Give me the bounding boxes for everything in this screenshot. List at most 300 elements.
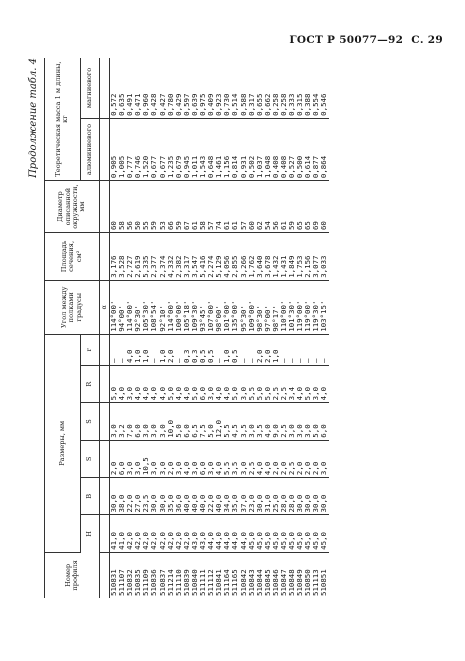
table-body (110, 58, 329, 598)
col-r-small-header: r (80, 334, 99, 365)
table-cell: 37,0 (238, 494, 248, 513)
table-cell: 0,945 (181, 155, 191, 179)
table-cell: 42,0 (133, 532, 143, 550)
table-cell: 30,0 (254, 494, 264, 513)
table-cell: 3,077 (311, 255, 321, 278)
table-cell: 2,0 (295, 461, 305, 476)
table-cell: 4,0 (214, 386, 224, 401)
table-cell: 0,333 (287, 93, 297, 116)
table-cell: 42,0 (181, 532, 191, 550)
table-cell: 59 (287, 221, 297, 231)
table-cell: 45,0 (287, 532, 297, 550)
table-cell: 57 (206, 221, 216, 231)
table-cell: 1,0 (141, 349, 151, 363)
table-cell: 2,0 (278, 461, 288, 476)
table-cell: 98°00' (214, 305, 224, 332)
table-cell: 510850 (303, 569, 313, 596)
table-cell: 25,0 (270, 494, 280, 513)
table-cell: 0,429 (173, 93, 183, 116)
table-cell: 30,0 (303, 494, 313, 513)
table-cell: 92°30' (133, 305, 143, 332)
table-cell: 23,5 (141, 494, 151, 513)
table-continuation-label: Продолжение табл. 4 (28, 58, 39, 178)
table-cell: 0,408 (270, 155, 280, 179)
table-cell: 1,762 (246, 255, 256, 278)
table-cell: 0,471 (133, 93, 143, 116)
table-cell: 0,572 (109, 93, 118, 116)
table-cell: 3,0 (149, 461, 159, 476)
table-cell: 511113 (311, 569, 321, 596)
table-cell: 59 (149, 221, 159, 231)
table-cell: 44,0 (214, 532, 224, 550)
table-cell: 3,5 (254, 424, 264, 438)
table-cell: 6,0 (198, 386, 208, 401)
table-cell: 2,855 (230, 255, 240, 278)
table-cell: 119°00' (303, 300, 313, 332)
table-cell: 4,0 (117, 386, 127, 401)
table-cell: 510842 (238, 569, 248, 596)
table-cell: 6,0 (181, 424, 191, 438)
table-cell: 510849 (295, 569, 305, 596)
table-cell: 0,427 (157, 93, 167, 116)
col-angle-header: Угол между полками градусы (45, 280, 100, 334)
table-cell: 4,0 (141, 386, 151, 401)
table-cell: 3,0 (141, 424, 151, 438)
table-cell: 2,619 (133, 255, 143, 278)
table-cell: 2,0 (165, 349, 175, 363)
table-cell: 35,0 (230, 494, 240, 513)
table-cell: 45,0 (303, 532, 313, 550)
table-cell: 45,0 (246, 532, 256, 550)
table-cell: 0,905 (109, 155, 118, 179)
table-cell: 2,0 (109, 461, 118, 476)
table-cell: 1,0 (157, 349, 167, 363)
rotated-table-block (28, 58, 422, 598)
table-cell: 40,0 (198, 494, 208, 513)
table-cell: 5,335 (141, 255, 151, 278)
table-cell: — (238, 358, 248, 363)
table-cell: 2,5 (246, 461, 256, 476)
table-cell: 38,0 (117, 494, 127, 513)
page-number: С. 29 (411, 34, 443, 46)
table-cell: 0,502 (246, 155, 256, 179)
table-cell: 119°00' (295, 300, 305, 332)
table-cell: 0,258 (270, 93, 280, 116)
table-cell: 510841 (214, 569, 224, 596)
table-cell: 105°18' (181, 300, 191, 332)
table-cell: 42,0 (173, 532, 183, 550)
table-cell: 30,0 (311, 494, 321, 513)
table-cell: 4,0 (262, 424, 272, 438)
table-cell: 56 (125, 221, 135, 231)
table-cell: 5,0 (165, 386, 175, 401)
table-cell: 109°30' (189, 300, 199, 332)
table-cell: 3,0 (173, 461, 183, 476)
table-cell: 95°30' (238, 305, 248, 332)
table-cell: 45,0 (270, 532, 280, 550)
table-cell: 3,0 (311, 386, 321, 401)
table-cell: 1,520 (141, 155, 151, 179)
table-cell: 5,0 (303, 386, 313, 401)
table-cell: 0,554 (311, 93, 321, 116)
table-cell: 114°00' (109, 300, 118, 332)
table-cell: 1,0 (133, 349, 143, 363)
table-cell: 1,005 (117, 155, 127, 179)
col-angle-values (110, 280, 329, 334)
table-cell: 3,0 (149, 424, 159, 438)
table-data-row (110, 58, 329, 598)
table-cell: 0,5 (230, 349, 240, 363)
table-cell: 45,0 (262, 532, 272, 550)
table-cell: 0,679 (173, 155, 183, 179)
col-b-header: B (80, 478, 99, 515)
table-cell: 3,0 (109, 424, 118, 438)
profile-table (44, 58, 329, 598)
table-cell: 2,0 (262, 349, 272, 363)
table-cell: 4,0 (262, 461, 272, 476)
table-cell: 1,048 (262, 155, 272, 179)
table-cell: 40,0 (214, 494, 224, 513)
table-cell: 0,258 (278, 93, 288, 116)
table-cell: 4,0 (222, 386, 232, 401)
table-cell: 42,0 (157, 532, 167, 550)
table-cell: 3,0 (133, 461, 143, 476)
col-r-small-values (110, 334, 329, 365)
table-cell: 3,0 (238, 386, 248, 401)
table-cell: 45,0 (311, 532, 321, 550)
table-cell: — (295, 358, 305, 363)
table-cell: 511112 (206, 569, 216, 596)
table-cell: 110°00' (278, 300, 288, 332)
table-cell: 53 (157, 221, 167, 231)
table-cell: 3,0 (157, 424, 167, 438)
table-cell: 4,0 (149, 386, 159, 401)
table-cell: 97°00' (262, 305, 272, 332)
table-cell: 4,0 (319, 386, 329, 401)
table-cell: 42,0 (141, 532, 151, 550)
table-cell: 6,5 (189, 424, 199, 438)
table-cell: 4,0 (181, 461, 191, 476)
col-s-header: S (80, 440, 99, 477)
table-cell: 2,274 (206, 255, 216, 278)
col-mass-mg-values (110, 58, 329, 118)
table-cell: 3,317 (181, 255, 191, 278)
table-cell: 3,0 (189, 461, 199, 476)
table-cell: 36,0 (173, 494, 183, 513)
table-cell: 5,0 (230, 386, 240, 401)
table-cell: 103°15' (319, 300, 329, 332)
table-cell: 3,176 (109, 255, 118, 278)
table-cell: 44,0 (222, 532, 232, 550)
table-cell: 44,0 (206, 532, 216, 550)
table-cell: 43,0 (189, 532, 199, 550)
table-cell: 0,780 (165, 93, 175, 116)
table-cell: 6,0 (117, 461, 127, 476)
table-cell: 61 (230, 221, 240, 231)
table-cell: 12,0 (214, 419, 224, 438)
table-cell: 30,0 (295, 494, 305, 513)
table-cell: 3,640 (254, 255, 264, 278)
table-cell: 510835 (133, 569, 143, 596)
table-cell: 3,0 (125, 386, 135, 401)
table-cell: 0,527 (287, 155, 297, 179)
table-cell: 3,0 (246, 424, 256, 438)
table-cell: 3,0 (303, 424, 313, 438)
table-cell: 7,0 (125, 424, 135, 438)
table-cell: 65 (295, 221, 305, 231)
table-cell: 510845 (262, 569, 272, 596)
table-cell: — (287, 358, 297, 363)
table-cell: 5,129 (214, 255, 224, 278)
table-cell: 0,975 (198, 93, 208, 116)
table-cell: 93°45' (198, 305, 208, 332)
table-cell: 54 (262, 221, 272, 231)
table-cell: 510846 (270, 569, 280, 596)
table-cell: 3,0 (238, 461, 248, 476)
table-cell: 511165 (230, 569, 240, 596)
table-cell: 510848 (287, 569, 297, 596)
table-cell: 1,0 (270, 349, 280, 363)
table-cell: 9,0 (270, 424, 280, 438)
col-mass-al-values (110, 118, 329, 180)
table-cell: 3,678 (262, 255, 272, 278)
table-cell: 1,235 (165, 155, 175, 179)
table-cell: 3,5 (238, 424, 248, 438)
table-cell: 98°30' (254, 305, 264, 332)
table-cell: 0,3 (189, 349, 199, 363)
table-cell: 0,388 (303, 93, 313, 116)
table-cell: 511107 (117, 569, 127, 596)
table-cell: 510837 (157, 569, 167, 596)
table-cell: 5,5 (222, 461, 232, 476)
table-cell: 30,0 (157, 494, 167, 513)
table-cell: 108°54' (149, 300, 159, 332)
table-cell: 3,2 (117, 424, 127, 438)
table-cell: 42,0 (125, 532, 135, 550)
table-cell: 5,0 (173, 424, 183, 438)
table-cell: 22,0 (206, 494, 216, 513)
table-cell: 0,746 (133, 155, 143, 179)
table-cell: 61 (278, 221, 288, 231)
table-cell: — (278, 358, 288, 363)
table-cell: 3,528 (117, 255, 127, 278)
table-cell: 35,0 (165, 494, 175, 513)
table-cell: 4,0 (181, 386, 191, 401)
table-cell: 2,5 (278, 424, 288, 438)
table-cell: 114°00' (125, 300, 135, 332)
table-cell: 1,156 (222, 155, 232, 179)
table-cell: 1,543 (198, 155, 208, 179)
table-cell: 30,0 (319, 494, 329, 513)
table-cell: — (214, 358, 224, 363)
table-cell: 2,0 (303, 461, 313, 476)
table-cell: — (117, 358, 127, 363)
sizes-group-header: Размеры, мм (45, 334, 81, 552)
table-cell: 3,0 (125, 461, 135, 476)
table-cell: 94°00' (117, 305, 127, 332)
table-cell: 61 (189, 221, 199, 231)
table-cell: 1,0 (222, 349, 232, 363)
table-cell: 135°00' (230, 300, 240, 332)
table-cell: 4,332 (165, 255, 175, 278)
table-cell: 4,0 (157, 386, 167, 401)
table-cell: 0,931 (238, 155, 248, 179)
table-cell: 4,0 (254, 461, 264, 476)
col-h-header: H (80, 515, 99, 552)
table-cell: 0,597 (181, 93, 191, 116)
table-cell: 43,0 (198, 532, 208, 550)
table-cell: 27,0 (133, 494, 143, 513)
table-cell: 2,382 (173, 255, 183, 278)
table-cell: 3,4 (287, 386, 297, 401)
table-cell: 510836 (149, 569, 159, 596)
table-cell: 6,0 (133, 424, 143, 438)
table-cell: 0,677 (149, 155, 159, 179)
table-cell: 5,5 (222, 424, 232, 438)
col-r-big-values (110, 365, 329, 402)
table-cell: 45,0 (254, 532, 264, 550)
table-cell: 107°00' (206, 300, 216, 332)
col-s-values (110, 440, 329, 477)
table-cell: 101°30' (287, 300, 297, 332)
col-circle-values (110, 181, 329, 233)
table-cell: 3,0 (157, 461, 167, 476)
table-cell: 2,377 (149, 255, 159, 278)
col-mass-al-header: алюминиевого (80, 118, 99, 180)
table-cell: 0,546 (319, 93, 329, 116)
table-cell: 74 (214, 221, 224, 231)
table-cell: 4,0 (173, 386, 183, 401)
table-cell: 4,0 (133, 386, 143, 401)
col-area-header: Площадь сечения, см² (45, 233, 100, 281)
table-cell: 2,5 (287, 461, 297, 476)
table-cell: 5,5 (246, 386, 256, 401)
table-cell: 66 (165, 221, 175, 231)
table-cell: 3,5 (230, 461, 240, 476)
table-cell: 10,5 (141, 457, 151, 476)
table-cell: 0,588 (238, 93, 248, 116)
table-cell: 0,491 (125, 93, 135, 116)
table-cell: 0,877 (311, 155, 321, 179)
table-cell: 5,0 (109, 386, 118, 401)
table-cell: 2,156 (303, 255, 313, 278)
table-cell: 1,849 (287, 255, 297, 278)
table-cell: 50 (133, 221, 143, 231)
table-cell: 5,0 (311, 424, 321, 438)
col-h-values (110, 515, 329, 552)
table-cell: 2,727 (125, 255, 135, 278)
table-cell: 0,635 (117, 93, 127, 116)
table-cell: 1,011 (189, 155, 199, 179)
table-cell: 3,0 (295, 424, 305, 438)
table-cell: 114°00' (165, 300, 175, 332)
table-cell: 109°00' (246, 300, 256, 332)
table-cell: 5,0 (262, 386, 272, 401)
table-cell: 6,0 (198, 461, 208, 476)
col-s1-header: S (80, 403, 99, 440)
table-cell: 105°30' (141, 300, 151, 332)
table-cell: 100°00' (173, 300, 183, 332)
table-cell: — (149, 358, 159, 363)
table-cell: 23,0 (246, 494, 256, 513)
table-cell: 510832 (125, 569, 135, 596)
table-cell: 42,0 (165, 532, 175, 550)
table-cell: 511110 (173, 569, 183, 596)
table-cell: 510844 (254, 569, 264, 596)
table-cell: 511111 (198, 569, 208, 596)
table-cell: 60 (109, 221, 118, 231)
table-cell: 45,0 (278, 532, 288, 550)
table-cell: 1,431 (278, 255, 288, 278)
table-cell: 28,0 (278, 494, 288, 513)
table-cell: 510843 (246, 569, 256, 596)
table-cell: 2,0 (270, 461, 280, 476)
table-cell: 42,0 (149, 532, 159, 550)
table-cell: 0,409 (206, 93, 216, 116)
table-cell: 58 (117, 221, 127, 231)
table-cell: 0,5 (206, 349, 216, 363)
table-cell: 3,0 (319, 461, 329, 476)
table-cell: 0,639 (189, 93, 199, 116)
table-cell: — (303, 358, 313, 363)
table-cell: 40,0 (189, 494, 199, 513)
table-cell: 45,0 (295, 532, 305, 550)
table-cell: 3,547 (189, 255, 199, 278)
table-cell: 510840 (189, 569, 199, 596)
table-cell: 0,662 (262, 93, 272, 116)
table-cell: 2,5 (270, 386, 280, 401)
mass-group-header: Теоретическая масса 1 м длины, кг (45, 58, 81, 181)
table-cell: 45,0 (319, 532, 329, 550)
table-cell: 44,0 (238, 532, 248, 550)
table-cell: 0,923 (214, 93, 224, 116)
table-cell: 5,0 (189, 386, 199, 401)
table-cell: 41,0 (117, 532, 127, 550)
table-cell: 5,0 (206, 424, 216, 438)
standard-code: ГОСТ Р 50077—92 (289, 34, 404, 46)
table-cell: 0,777 (125, 155, 135, 179)
col-profile-values (110, 552, 329, 598)
table-cell: — (246, 358, 256, 363)
table-cell: 62 (254, 221, 264, 231)
table-cell: 92°10' (157, 305, 167, 332)
table-cell: 98°17' (270, 305, 280, 332)
col-area-values (110, 233, 329, 281)
table-cell: 61 (222, 221, 232, 231)
table-cell: — (319, 358, 329, 363)
table-cell: 60 (319, 221, 329, 231)
table-cell: 55 (141, 221, 151, 231)
table-cell: 510831 (109, 569, 118, 596)
table-cell: 0,317 (246, 93, 256, 116)
table-cell: 2,0 (311, 461, 321, 476)
table-cell: 59 (173, 221, 183, 231)
table-cell: 5,416 (198, 255, 208, 278)
table-cell: 28,0 (287, 494, 297, 513)
table-cell: 10,0 (165, 419, 175, 438)
col-angle-unit: α (100, 280, 110, 334)
table-cell: 0,408 (278, 155, 288, 179)
table-cell: 1,753 (295, 255, 305, 278)
table-cell: 58 (198, 221, 208, 231)
col-mass-mg-header: магниевого (80, 58, 99, 118)
col-profile-header: Номер профиля (45, 552, 100, 598)
page-header (285, 34, 443, 46)
table-cell: 30,0 (109, 494, 118, 513)
table-cell: 4,0 (295, 386, 305, 401)
table-cell: 0,315 (295, 93, 305, 116)
table-cell: 0,677 (157, 155, 167, 179)
